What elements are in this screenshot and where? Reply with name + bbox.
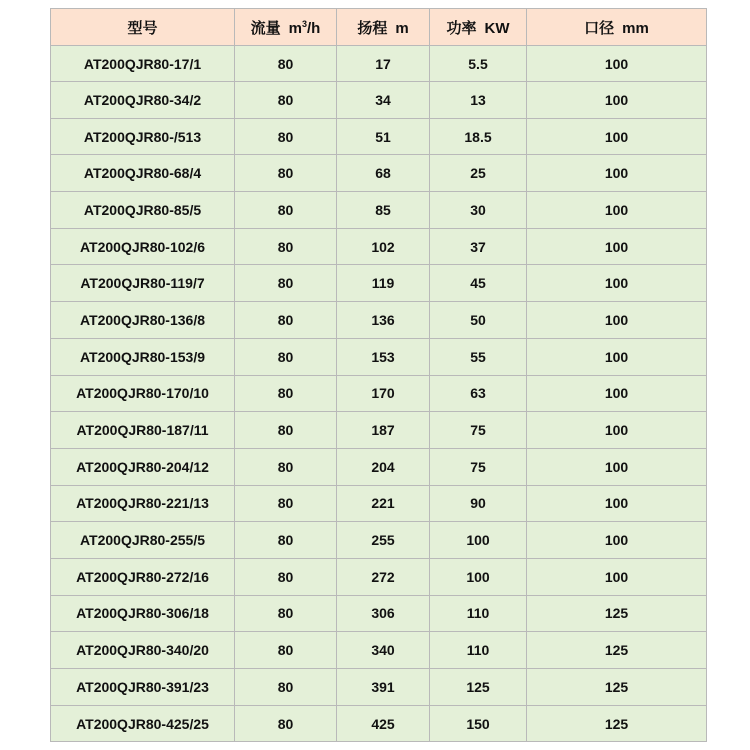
header-flow <box>235 9 337 46</box>
cell-flow: 80 <box>235 82 337 119</box>
header-diameter-unit: mm <box>622 19 649 37</box>
header-flow-unit: $m^3/h$ <box>288 18 321 37</box>
pump-spec-table <box>50 8 707 742</box>
cell-diameter: 100 <box>527 485 707 522</box>
cell-model: AT200QJR80-34/2 <box>51 82 235 119</box>
cell-flow: 80 <box>235 302 337 339</box>
cell-head: 340 <box>337 632 430 669</box>
cell-head: 204 <box>337 448 430 485</box>
cell-flow: 80 <box>235 338 337 375</box>
cell-power: 30 <box>430 192 527 229</box>
cell-model: AT200QJR80-187/11 <box>51 412 235 449</box>
cell-model: AT200QJR80-17/1 <box>51 46 235 82</box>
header-head-label: 扬程 <box>357 19 388 37</box>
cell-head: 272 <box>337 558 430 595</box>
table-row <box>51 338 707 375</box>
header-head-unit: m <box>395 19 409 37</box>
cell-power: 63 <box>430 375 527 412</box>
cell-power: 45 <box>430 265 527 302</box>
cell-head: 68 <box>337 155 430 192</box>
cell-flow: 80 <box>235 265 337 302</box>
table-row <box>51 265 707 302</box>
cell-power: 90 <box>430 485 527 522</box>
table-row <box>51 155 707 192</box>
table-row <box>51 228 707 265</box>
table-row <box>51 632 707 669</box>
cell-head: 255 <box>337 522 430 559</box>
cell-diameter: 125 <box>527 595 707 632</box>
cell-model: AT200QJR80-255/5 <box>51 522 235 559</box>
header-diameter-label: 口径 <box>584 19 615 37</box>
table-row <box>51 302 707 339</box>
header-flow-label: 流量 <box>250 19 281 37</box>
cell-model: AT200QJR80-221/13 <box>51 485 235 522</box>
cell-flow: 80 <box>235 155 337 192</box>
cell-power: 75 <box>430 448 527 485</box>
header-power-label: 功率 <box>446 19 477 37</box>
cell-diameter: 100 <box>527 412 707 449</box>
pump-spec-table-container <box>50 8 706 742</box>
cell-diameter: 100 <box>527 155 707 192</box>
cell-power: 13 <box>430 82 527 119</box>
table-row <box>51 558 707 595</box>
cell-diameter: 100 <box>527 118 707 155</box>
cell-flow: 80 <box>235 375 337 412</box>
cell-head: 102 <box>337 228 430 265</box>
cell-model: AT200QJR80-272/16 <box>51 558 235 595</box>
cell-flow: 80 <box>235 595 337 632</box>
cell-head: 51 <box>337 118 430 155</box>
cell-model: AT200QJR80-306/18 <box>51 595 235 632</box>
cell-diameter: 100 <box>527 82 707 119</box>
cell-diameter: 100 <box>527 265 707 302</box>
cell-power: 37 <box>430 228 527 265</box>
cell-head: 17 <box>337 46 430 82</box>
table-row <box>51 412 707 449</box>
table-row <box>51 595 707 632</box>
header-power <box>430 9 527 46</box>
cell-diameter: 100 <box>527 302 707 339</box>
cell-flow: 80 <box>235 46 337 82</box>
table-row <box>51 82 707 119</box>
cell-model: AT200QJR80-391/23 <box>51 669 235 706</box>
cell-power: 5.5 <box>430 46 527 82</box>
cell-power: 100 <box>430 558 527 595</box>
cell-head: 425 <box>337 705 430 742</box>
cell-diameter: 100 <box>527 228 707 265</box>
cell-flow: 80 <box>235 632 337 669</box>
cell-diameter: 100 <box>527 338 707 375</box>
cell-head: 170 <box>337 375 430 412</box>
cell-power: 150 <box>430 705 527 742</box>
table-body <box>51 46 707 742</box>
table-row <box>51 192 707 229</box>
header-row <box>51 9 707 46</box>
table-row <box>51 118 707 155</box>
table-header <box>51 9 707 46</box>
cell-flow: 80 <box>235 448 337 485</box>
cell-head: 119 <box>337 265 430 302</box>
cell-model: AT200QJR80-425/25 <box>51 705 235 742</box>
cell-diameter: 100 <box>527 375 707 412</box>
cell-diameter: 125 <box>527 705 707 742</box>
cell-diameter: 100 <box>527 522 707 559</box>
table-row <box>51 448 707 485</box>
cell-model: AT200QJR80-136/8 <box>51 302 235 339</box>
table-row <box>51 522 707 559</box>
cell-model: AT200QJR80-153/9 <box>51 338 235 375</box>
header-model <box>51 9 235 46</box>
cell-flow: 80 <box>235 412 337 449</box>
cell-diameter: 100 <box>527 448 707 485</box>
cell-power: 50 <box>430 302 527 339</box>
cell-head: 153 <box>337 338 430 375</box>
cell-power: 18.5 <box>430 118 527 155</box>
cell-flow: 80 <box>235 669 337 706</box>
table-row <box>51 485 707 522</box>
cell-diameter: 100 <box>527 558 707 595</box>
cell-head: 187 <box>337 412 430 449</box>
cell-head: 136 <box>337 302 430 339</box>
header-power-unit: KW <box>484 19 510 37</box>
header-model-label: 型号 <box>127 19 158 37</box>
cell-model: AT200QJR80-170/10 <box>51 375 235 412</box>
cell-diameter: 125 <box>527 632 707 669</box>
cell-flow: 80 <box>235 485 337 522</box>
cell-flow: 80 <box>235 522 337 559</box>
cell-model: AT200QJR80-102/6 <box>51 228 235 265</box>
cell-power: 110 <box>430 632 527 669</box>
header-diameter <box>527 9 707 46</box>
cell-flow: 80 <box>235 705 337 742</box>
cell-power: 125 <box>430 669 527 706</box>
cell-power: 75 <box>430 412 527 449</box>
cell-diameter: 125 <box>527 669 707 706</box>
table-row <box>51 46 707 82</box>
cell-model: AT200QJR80-85/5 <box>51 192 235 229</box>
cell-model: AT200QJR80-204/12 <box>51 448 235 485</box>
header-head <box>337 9 430 46</box>
cell-diameter: 100 <box>527 46 707 82</box>
cell-model: AT200QJR80-/513 <box>51 118 235 155</box>
cell-head: 221 <box>337 485 430 522</box>
cell-head: 391 <box>337 669 430 706</box>
cell-flow: 80 <box>235 192 337 229</box>
cell-head: 306 <box>337 595 430 632</box>
cell-flow: 80 <box>235 558 337 595</box>
table-row <box>51 375 707 412</box>
cell-power: 25 <box>430 155 527 192</box>
cell-model: AT200QJR80-119/7 <box>51 265 235 302</box>
cell-model: AT200QJR80-68/4 <box>51 155 235 192</box>
cell-power: 110 <box>430 595 527 632</box>
cell-diameter: 100 <box>527 192 707 229</box>
cell-head: 34 <box>337 82 430 119</box>
cell-flow: 80 <box>235 228 337 265</box>
cell-power: 100 <box>430 522 527 559</box>
cell-flow: 80 <box>235 118 337 155</box>
cell-head: 85 <box>337 192 430 229</box>
cell-power: 55 <box>430 338 527 375</box>
cell-model: AT200QJR80-340/20 <box>51 632 235 669</box>
table-row <box>51 705 707 742</box>
table-row <box>51 669 707 706</box>
